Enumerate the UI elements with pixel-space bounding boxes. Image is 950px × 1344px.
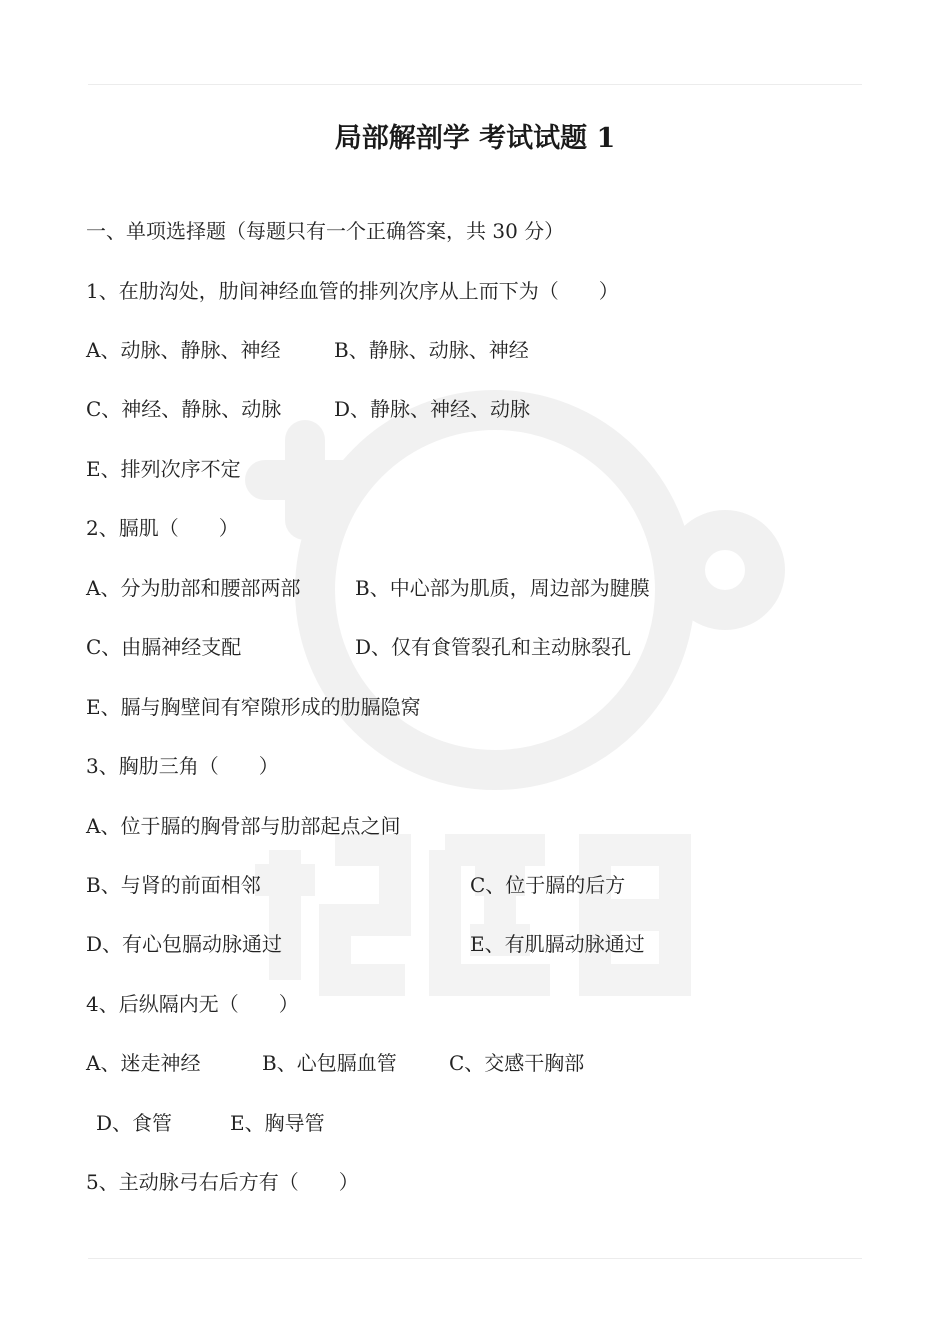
question-2-option-a: A、分为肋部和腰部两部 [86, 576, 301, 600]
question-4-option-c: C、交感干胸部 [449, 1051, 585, 1075]
watermark-logo-icon [205, 380, 785, 1000]
question-1-option-a: A、动脉、静脉、神经 [86, 338, 281, 362]
question-3-option-e: E、有肌膈动脉通过 [470, 932, 645, 956]
question-2-option-b: B、中心部为肌质，周边部为腱膜 [355, 576, 650, 600]
question-4-option-a: A、迷走神经 [86, 1051, 201, 1075]
question-3-option-a: A、位于膈的胸骨部与肋部起点之间 [86, 814, 401, 838]
question-4-option-e: E、胸导管 [230, 1111, 325, 1135]
question-4-stem: 4、后纵隔内无（ ） [86, 992, 299, 1016]
bottom-divider [88, 1258, 862, 1259]
question-2-option-c: C、由膈神经支配 [86, 635, 242, 659]
question-3-option-c: C、位于膈的后方 [470, 873, 626, 897]
question-1-option-b: B、静脉、动脉、神经 [334, 338, 529, 362]
question-2-option-e: E、膈与胸壁间有窄隙形成的肋膈隐窝 [86, 695, 421, 719]
question-2-option-d: D、仅有食管裂孔和主动脉裂孔 [355, 635, 632, 659]
question-1-option-c: C、神经、静脉、动脉 [86, 397, 282, 421]
question-3-option-d: D、有心包膈动脉通过 [86, 932, 283, 956]
question-1-option-e: E、排列次序不定 [86, 457, 241, 481]
top-divider [88, 84, 862, 85]
page-title: 局部解剖学 考试试题 1 [334, 123, 616, 154]
section-heading: 一、单项选择题（每题只有一个正确答案，共 30 分） [86, 219, 565, 243]
question-4-option-d: D、食管 [96, 1111, 173, 1135]
question-3-option-b: B、与肾的前面相邻 [86, 873, 261, 897]
question-4-option-b: B、心包膈血管 [262, 1051, 397, 1075]
question-5-stem: 5、主动脉弓右后方有（ ） [86, 1170, 359, 1194]
question-1-stem: 1、在肋沟处，肋间神经血管的排列次序从上而下为（ ） [86, 279, 619, 303]
question-3-stem: 3、胸肋三角（ ） [86, 754, 279, 778]
question-2-stem: 2、膈肌（ ） [86, 516, 239, 540]
question-1-option-d: D、静脉、神经、动脉 [334, 397, 531, 421]
